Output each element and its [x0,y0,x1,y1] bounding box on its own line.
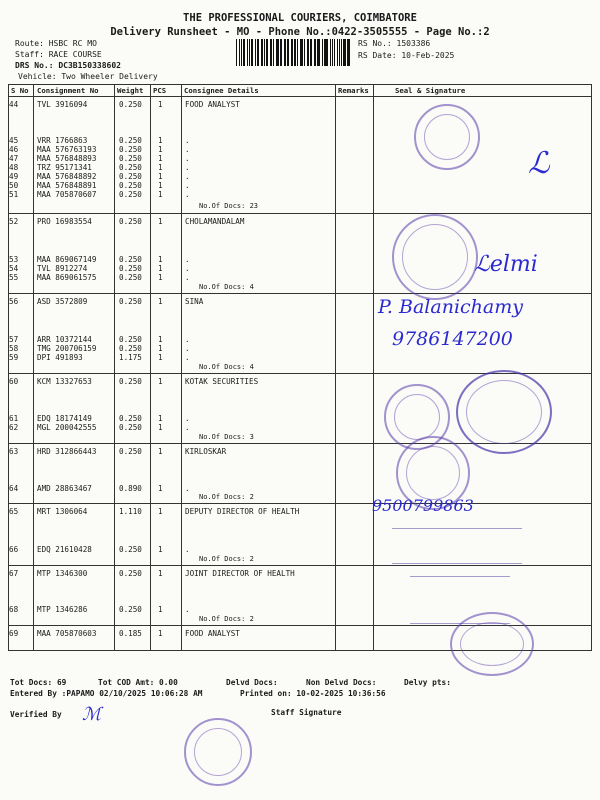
row-sno: 67 [9,569,19,578]
row-pcs: 1 [158,163,163,172]
row-consignment: MTP 1346300 [37,569,88,578]
handwritten-phone: 9500799863 [372,496,474,515]
row-pcs: 1 [158,423,163,432]
row-pcs: 1 [158,136,163,145]
row-consignment: MTP 1346286 [37,605,88,614]
row-weight: 0.250 [119,145,142,154]
row-weight: 0.890 [119,484,142,493]
row-consignment: MAA 576763193 [37,145,97,154]
row-pcs: 1 [158,447,163,456]
row-pcs: 1 [158,181,163,190]
row-pcs: 1 [158,605,163,614]
signature-scribble: ℒelmi [474,252,538,277]
company-stamp [414,104,480,170]
row-sno: 61 [9,414,19,423]
runsheet-subtitle: Delivery Runsheet - MO - Phone No.:0422-3505555 - Page No.:2 [110,26,490,38]
row-pcs: 1 [158,297,163,306]
col-sno: S No [11,86,29,95]
col-consignment: Consignment No [37,86,99,95]
row-consignment: MAA 869061575 [37,273,97,282]
row-sno: 47 [9,154,19,163]
row-pcs: 1 [158,353,163,362]
row-pcs: 1 [158,344,163,353]
row-consignment: MAA 869067149 [37,255,97,264]
consignee-name: CHOLAMANDALAM [185,217,245,226]
consignee-name: FOOD ANALYST [185,100,240,109]
row-pcs: 1 [158,172,163,181]
row-pcs: 1 [158,414,163,423]
row-sno: 46 [9,145,19,154]
row-consignment: MAA 705870603 [37,629,97,638]
row-weight: 0.250 [119,414,142,423]
row-consignment: MAA 705870607 [37,190,97,199]
printed-on: Printed on: 10-02-2025 10:36:56 [240,689,386,698]
row-weight: 0.250 [119,181,142,190]
kotak-stamp [456,370,552,454]
row-consignment: HRD 312866443 [37,447,97,456]
col-pcs: PCS [153,86,167,95]
row-pcs: 1 [158,629,163,638]
total-cod: Tot COD Amt: 0.00 [98,678,178,687]
row-weight: 0.250 [119,377,142,386]
col-weight: Weight [117,86,144,95]
row-weight: 0.250 [119,255,142,264]
row-sno: 60 [9,377,19,386]
row-weight: 0.250 [119,172,142,181]
row-consignment: EDQ 18174149 [37,414,92,423]
row-pcs: 1 [158,484,163,493]
row-consignment: MRT 1306064 [37,507,88,516]
row-consignment: ASD 3572809 [37,297,88,306]
entered-by: Entered By :PAPAMO 02/10/2025 10:06:28 AM [10,689,203,698]
company-title: THE PROFESSIONAL COURIERS, COIMBATORE [183,12,417,24]
signature-scribble: ℒ [528,146,550,181]
row-consignment: EDQ 21610428 [37,545,92,554]
row-weight: 0.250 [119,136,142,145]
row-sno: 52 [9,217,19,226]
row-weight: 0.250 [119,344,142,353]
row-sno: 55 [9,273,19,282]
rs-date: RS Date: 10-Feb-2025 [358,51,455,60]
food-analyst-stamp [450,612,534,676]
row-pcs: 1 [158,507,163,516]
row-consignment: MAA 576848893 [37,154,97,163]
barcode-image [236,39,352,66]
row-consignment: DPI 491893 [37,353,83,362]
delivered-docs: Delvd Docs: [226,678,278,687]
row-pcs: 1 [158,154,163,163]
docs-count: No.Of Docs: 4 [199,283,254,291]
verifier-signature: ℳ [82,704,102,725]
rs-number: RS No.: 1503386 [358,39,431,48]
vehicle-label: Vehicle: Two Wheeler Delivery [18,72,158,81]
row-consignment: AMD 28863467 [37,484,92,493]
row-consignment: TVL 3916094 [37,100,88,109]
row-pcs: 1 [158,569,163,578]
row-consignment: PRO 16983554 [37,217,92,226]
row-weight: 0.250 [119,297,142,306]
verified-by: Verified By [10,710,62,719]
row-weight: 0.250 [119,154,142,163]
row-pcs: 1 [158,335,163,344]
docs-count: No.Of Docs: 23 [199,202,259,210]
col-signature: Seal & Signature [395,86,466,95]
row-sno: 64 [9,484,19,493]
row-sno: 57 [9,335,19,344]
docs-count: No.Of Docs: 2 [199,555,254,563]
docs-count: No.Of Docs: 2 [199,615,254,623]
tpc-stamp [184,718,252,786]
docs-count: No.Of Docs: 3 [199,433,254,441]
row-pcs: 1 [158,377,163,386]
row-weight: 0.250 [119,264,142,273]
row-weight: 0.250 [119,163,142,172]
row-sno: 62 [9,423,19,432]
row-weight: 0.250 [119,335,142,344]
row-weight: 0.250 [119,545,142,554]
drs-number: DRS No.: DC3B150338602 [15,61,121,70]
row-consignment: MGL 200042555 [37,423,97,432]
consignee-name: KIRLOSKAR [185,447,227,456]
row-sno: 45 [9,136,19,145]
row-consignment: MAA 576848892 [37,172,97,181]
row-sno: 68 [9,605,19,614]
row-weight: 0.250 [119,100,142,109]
docs-count: No.Of Docs: 2 [199,493,254,501]
row-consignment: TVL 8912274 [37,264,88,273]
row-weight: 0.185 [119,629,142,638]
consignee-name: FOOD ANALYST [185,629,240,638]
consignee-name: KOTAK SECURITIES [185,377,259,386]
row-weight: 0.250 [119,217,142,226]
handwritten-name: P. Balanichamy [378,296,523,318]
row-consignment: TRZ 95171341 [37,163,92,172]
row-sno: 51 [9,190,19,199]
row-consignment: ARR 10372144 [37,335,92,344]
staff-label: Staff: RACE COURSE [15,50,102,59]
row-sno: 59 [9,353,19,362]
row-weight: 0.250 [119,273,142,282]
row-sno: 66 [9,545,19,554]
col-remarks: Remarks [338,86,369,95]
col-consignee: Consignee Details [184,86,259,95]
row-pcs: 1 [158,217,163,226]
row-pcs: 1 [158,190,163,199]
row-pcs: 1 [158,255,163,264]
handwritten-phone: 9786147200 [392,328,513,350]
consignee-name: DEPUTY DIRECTOR OF HEALTH [185,507,300,516]
row-sno: 63 [9,447,19,456]
row-weight: 0.250 [119,190,142,199]
row-pcs: 1 [158,273,163,282]
row-weight: 1.175 [119,353,142,362]
row-sno: 50 [9,181,19,190]
row-consignment: VRR 1766863 [37,136,88,145]
consignee-name: JOINT DIRECTOR OF HEALTH [185,569,295,578]
row-weight: 1.110 [119,507,142,516]
row-weight: 0.250 [119,423,142,432]
staff-signature-label: Staff Signature [271,708,342,717]
row-sno: 44 [9,100,19,109]
row-weight: 0.250 [119,447,142,456]
non-delivered-docs: Non Delvd Docs: [306,678,377,687]
delivery-points: Delvy pts: [404,678,451,687]
row-consignment: MAA 576848891 [37,181,97,190]
row-weight: 0.250 [119,605,142,614]
row-consignment: KCM 13327653 [37,377,92,386]
route-label: Route: HSBC RC MO [15,39,97,48]
row-pcs: 1 [158,100,163,109]
row-sno: 56 [9,297,19,306]
row-sno: 49 [9,172,19,181]
row-weight: 0.250 [119,569,142,578]
row-sno: 54 [9,264,19,273]
row-pcs: 1 [158,545,163,554]
row-pcs: 1 [158,264,163,273]
docs-count: No.Of Docs: 4 [199,363,254,371]
row-sno: 69 [9,629,19,638]
row-pcs: 1 [158,145,163,154]
total-docs: Tot Docs: 69 [10,678,67,687]
row-sno: 48 [9,163,19,172]
cholamandalam-stamp [392,214,478,300]
health-dept-stamp [392,528,522,564]
consignee-name: SINA [185,297,204,306]
row-sno: 53 [9,255,19,264]
row-sno: 58 [9,344,19,353]
row-consignment: TMG 200706159 [37,344,97,353]
row-sno: 65 [9,507,19,516]
